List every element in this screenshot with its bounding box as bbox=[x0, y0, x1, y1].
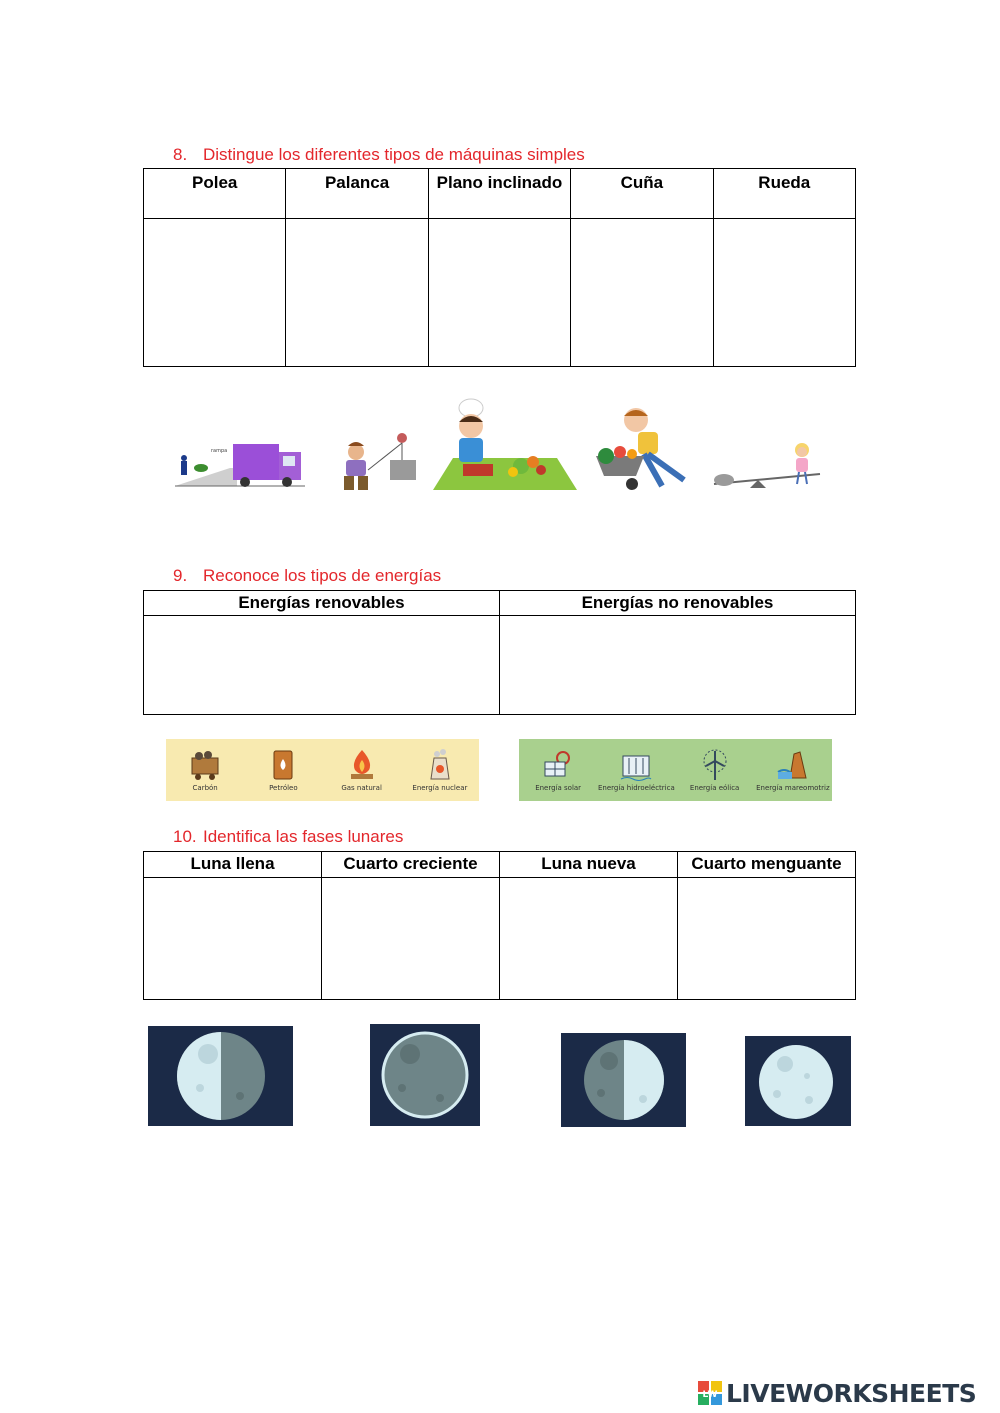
column-header-luna-llena: Luna llena bbox=[144, 852, 322, 878]
oil-label: Petróleo bbox=[269, 784, 298, 792]
column-header-cuarto-creciente: Cuarto creciente bbox=[322, 852, 500, 878]
drop-cell-cuarto-creciente[interactable] bbox=[322, 878, 500, 1000]
coal-label: Carbón bbox=[192, 784, 218, 792]
solar-label: Energía solar bbox=[535, 784, 582, 792]
renewable-energy-strip[interactable] bbox=[519, 739, 832, 801]
moon-phases-table bbox=[143, 851, 856, 1000]
column-header-no-renovables: Energías no renovables bbox=[500, 591, 856, 616]
solar-panel-icon bbox=[541, 748, 575, 782]
drop-cell-plano-inclinado[interactable] bbox=[428, 219, 570, 367]
non-renewable-energy-strip[interactable] bbox=[166, 739, 479, 801]
energy-table bbox=[143, 590, 856, 715]
wind-label: Energía eólica bbox=[689, 784, 740, 792]
column-header-luna-nueva: Luna nueva bbox=[500, 852, 678, 878]
liveworksheets-badge-icon bbox=[698, 1381, 722, 1405]
section-10-heading bbox=[173, 827, 403, 847]
tidal-label: Energía mareomotriz bbox=[756, 784, 830, 792]
hydro-item[interactable] bbox=[597, 748, 675, 792]
column-header-plano-inclinado: Plano inclinado bbox=[428, 169, 570, 219]
wheelbarrow-child-image[interactable] bbox=[592, 406, 696, 492]
moon-dark-image[interactable] bbox=[370, 1024, 480, 1126]
tidal-cliff-icon bbox=[776, 748, 810, 782]
natural-gas-item[interactable] bbox=[327, 748, 397, 792]
section-8-heading bbox=[173, 145, 585, 165]
section-10-number: 10. bbox=[173, 827, 197, 846]
coal-cart-icon bbox=[188, 748, 222, 782]
solar-item[interactable] bbox=[523, 748, 593, 792]
drop-cell-renovables[interactable] bbox=[144, 616, 500, 715]
liveworksheets-logo bbox=[698, 1377, 976, 1409]
drop-cell-palanca[interactable] bbox=[286, 219, 428, 367]
moon-right-half-lit-image[interactable] bbox=[561, 1033, 686, 1127]
drop-cell-cuarto-menguante[interactable] bbox=[678, 878, 856, 1000]
badge-text: LW bbox=[702, 1390, 718, 1400]
section-10-title: Identifica las fases lunares bbox=[203, 827, 404, 846]
wind-turbine-icon bbox=[698, 748, 732, 782]
column-header-polea: Polea bbox=[144, 169, 286, 219]
moon-full-image[interactable] bbox=[745, 1036, 851, 1126]
ramp-truck-image[interactable] bbox=[175, 438, 305, 490]
section-9-title: Reconoce los tipos de energías bbox=[203, 566, 442, 585]
drop-cell-luna-llena[interactable] bbox=[144, 878, 322, 1000]
column-header-rueda: Rueda bbox=[713, 169, 855, 219]
simple-machines-table bbox=[143, 168, 856, 367]
moon-left-half-lit-image[interactable] bbox=[148, 1026, 293, 1126]
column-header-cuna: Cuña bbox=[571, 169, 713, 219]
pulley-child-image[interactable] bbox=[338, 430, 420, 492]
section-8-number: 8. bbox=[173, 145, 188, 164]
liveworksheets-brand: LIVEWORKSHEETS bbox=[726, 1378, 977, 1408]
column-header-renovables: Energías renovables bbox=[144, 591, 500, 616]
natural-gas-label: Gas natural bbox=[341, 784, 382, 792]
hydro-dam-icon bbox=[619, 748, 653, 782]
nuclear-plant-icon bbox=[423, 748, 457, 782]
section-9-heading bbox=[173, 566, 441, 586]
tidal-item[interactable] bbox=[758, 748, 828, 792]
section-8-title: Distingue los diferentes tipos de máquinas simples bbox=[203, 145, 585, 164]
chef-cutting-image[interactable] bbox=[433, 398, 577, 492]
column-header-cuarto-menguante: Cuarto menguante bbox=[678, 852, 856, 878]
nuclear-label: Energía nuclear bbox=[412, 784, 468, 792]
ramp-label: rampa bbox=[211, 448, 228, 454]
nuclear-item[interactable] bbox=[405, 748, 475, 792]
drop-cell-polea[interactable] bbox=[144, 219, 286, 367]
section-9-number: 9. bbox=[173, 566, 188, 585]
oil-barrel-icon bbox=[266, 748, 300, 782]
coal-item[interactable] bbox=[170, 748, 240, 792]
drop-cell-cuna[interactable] bbox=[571, 219, 713, 367]
drop-cell-luna-nueva[interactable] bbox=[500, 878, 678, 1000]
seesaw-lever-image[interactable] bbox=[710, 440, 826, 490]
column-header-palanca: Palanca bbox=[286, 169, 428, 219]
oil-item[interactable] bbox=[248, 748, 318, 792]
drop-cell-no-renovables[interactable] bbox=[500, 616, 856, 715]
hydro-label: Energía hidroeléctrica bbox=[597, 784, 675, 792]
drop-cell-rueda[interactable] bbox=[713, 219, 855, 367]
wind-item[interactable] bbox=[680, 748, 750, 792]
gas-flame-icon bbox=[345, 748, 379, 782]
